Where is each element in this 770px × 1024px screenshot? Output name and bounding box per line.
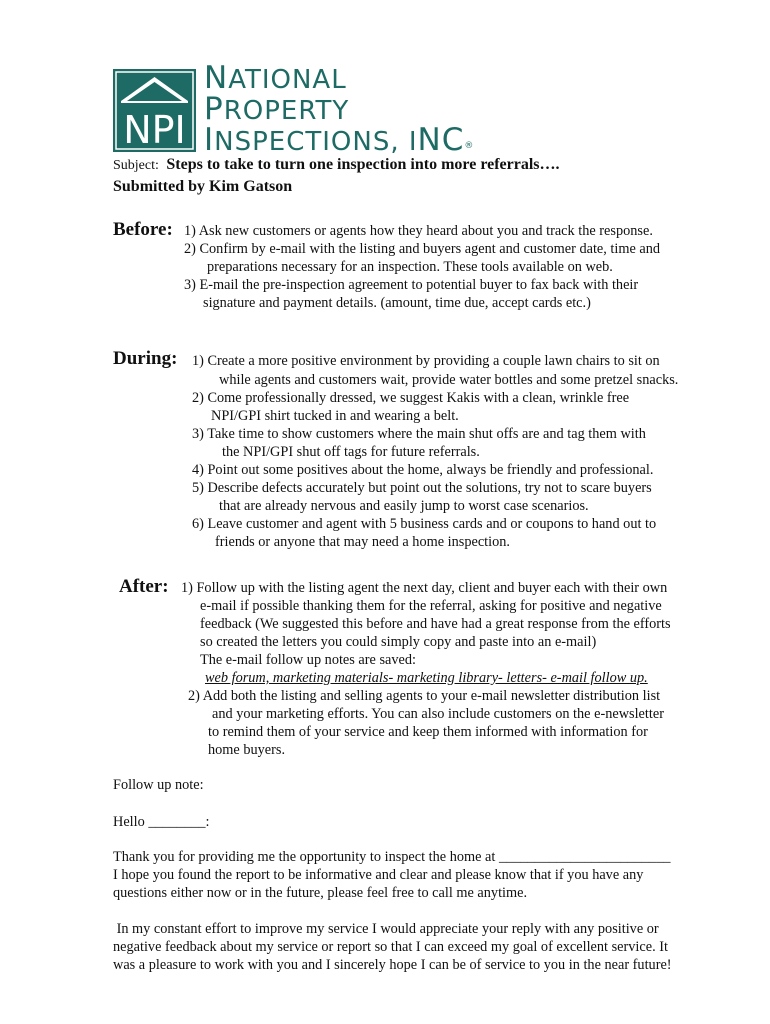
npi-logo-mark [113,69,196,152]
after-line: home buyers. [208,742,286,758]
letter-line: questions either now or in the future, please feel free to call me anytime. [113,885,528,901]
letter-line: negative feedback about my service or report so that I can exceed my goal of excellent service. It [113,939,668,955]
during-line: 3) Take time to show customers where the main shut offs are and tag them with [192,426,646,442]
letter-line: Thank you for providing me the opportunity to inspect the home at ________________________ [113,849,671,865]
during-line: that are already nervous and easily jump to worst case scenarios. [219,498,589,514]
logo-mark-text: NPI [123,108,186,152]
after-line: to remind them of your service and keep them informed with information for [208,724,648,740]
subject-line [113,156,560,175]
greeting: Hello ________: [113,814,210,830]
during-line: 2) Come professionally dressed, we suggest Kakis with a clean, wrinkle free [192,390,630,406]
letter-line: I hope you found the report to be informative and clear and please know that if you have any [113,867,644,883]
subject-text: Steps to take to turn one inspection into more referrals…. [166,156,560,173]
during-line: 5) Describe defects accurately but point out the solutions, try not to scare buyers [192,480,652,496]
during-line: the NPI/GPI shut off tags for future referrals. [222,444,480,460]
during-line: friends or anyone that may need a home inspection. [215,534,510,550]
after-line: so created the letters you could simply copy and paste into an e-mail) [200,634,597,650]
after-line: 2) Add both the listing and selling agents to your e-mail newsletter distribution list [188,688,661,704]
marketing-library-link[interactable]: web forum, marketing materials- marketing library- letters- e-mail follow up. [205,670,648,686]
before-line: preparations necessary for an inspection. These tools available on web. [207,259,613,275]
letter-line: was a pleasure to work with you and I sincerely hope I can be of service to you in the near future! [113,957,672,973]
after-heading: After: [119,576,169,597]
byline: Submitted by Kim Gatson [113,178,293,195]
followup-note-label: Follow up note: [113,777,204,793]
after-line: and your marketing efforts. You can also include customers on the e-newsletter [212,706,664,722]
during-line: 6) Leave customer and agent with 5 business cards and or coupons to hand out to [192,516,657,532]
before-line: 2) Confirm by e-mail with the listing and buyers agent and customer date, time and [184,241,661,257]
after-line: e-mail if possible thanking them for the referral, asking for positive and negative [200,598,662,614]
before-heading: Before: [113,219,173,240]
letter-line: In my constant effort to improve my service I would appreciate your reply with any positive or [113,921,659,937]
after-line: feedback (We suggested this before and have had a great response from the efforts [200,616,671,632]
after-line: The e-mail follow up notes are saved: [200,652,416,668]
after-line: 1) Follow up with the listing agent the next day, client and buyer each with their own [181,580,668,596]
company-name: NATIONAL PROPERTY INSPECTIONS, INC® [204,60,475,158]
before-line: 1) Ask new customers or agents how they heard about you and track the response. [184,223,653,239]
subject-label: Subject: [113,158,159,173]
during-line: 1) Create a more positive environment by providing a couple lawn chairs to sit on [192,353,660,369]
during-line: NPI/GPI shirt tucked in and wearing a belt. [211,408,459,424]
during-heading: During: [113,348,178,369]
before-line: signature and payment details. (amount, time due, accept cards etc.) [203,295,591,311]
during-line: while agents and customers wait, provide water bottles and some pretzel snacks. [219,372,679,388]
before-line: 3) E-mail the pre-inspection agreement to potential buyer to fax back with their [184,277,639,293]
during-line: 4) Point out some positives about the home, always be friendly and professional. [192,462,654,478]
